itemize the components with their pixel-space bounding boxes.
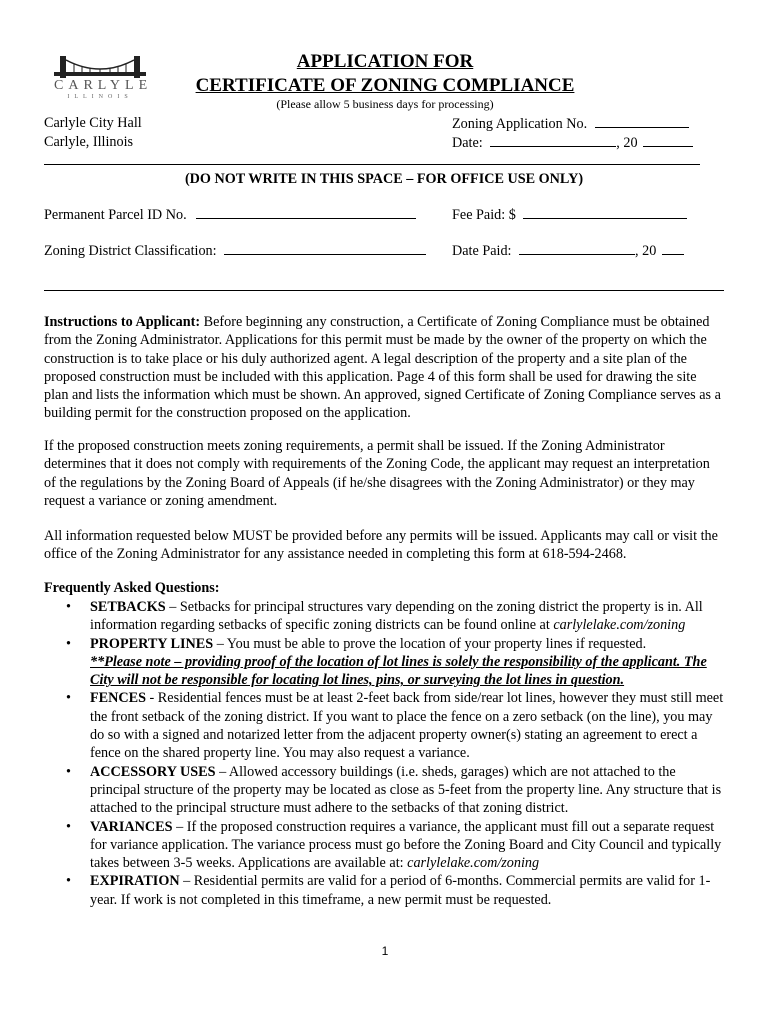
date-paid-label: Date Paid: — [452, 243, 512, 259]
fee-paid-field[interactable] — [452, 205, 687, 225]
zoning-district-field[interactable] — [44, 241, 426, 261]
faq-item-property-lines — [44, 635, 724, 690]
date-paid-year-prefix: , 20 — [635, 243, 657, 259]
zoning-website-link[interactable]: carlylelake.com/zoning — [553, 617, 686, 634]
faq-term: PROPERTY LINES — [90, 635, 214, 652]
faq-title: Frequently Asked Questions: — [44, 580, 220, 596]
instructions-lead: Instructions to Applicant: — [44, 314, 201, 330]
permit-issuance-paragraph: If the proposed construction meets zoning requirements, a permit shall be issued. If the Zoning Administrator determines that it does not comply with requirements of the Zoning Code, the applicant may request an interpretation of the regulations by the Zoning Board of Appeals (if he/she disagrees with the Zoning Administrator) or they may request a variance or zoning amendment. — [44, 438, 710, 509]
parcel-id-field[interactable] — [44, 205, 416, 225]
bullet-icon: • — [66, 818, 71, 835]
office-use-divider — [44, 290, 724, 291]
office-use-heading: (DO NOT WRITE IN THIS SPACE – FOR OFFICE USE ONLY) — [184, 171, 584, 187]
faq-term: FENCES — [90, 690, 146, 707]
faq-term: EXPIRATION — [90, 873, 180, 890]
date-label: Date: — [452, 135, 483, 151]
faq-term: ACCESSORY USES — [90, 763, 216, 780]
faq-text: – If the proposed construction requires a variance, the applicant must fill out a separate request for variance application. The variance process must go before the Zoning Board and City Council and typically takes between 3-5 weeks. Applications are available at: — [90, 818, 722, 872]
bullet-icon: • — [66, 599, 71, 615]
logo-subtitle: ILLINOIS — [67, 94, 133, 100]
date-blank[interactable] — [490, 133, 616, 147]
bullet-icon: • — [66, 873, 71, 890]
application-number-blank[interactable] — [595, 114, 689, 128]
application-number-label: Zoning Application No. — [452, 116, 588, 132]
form-title-line1: APPLICATION FOR — [296, 51, 474, 72]
page-number: 1 — [381, 944, 389, 958]
logo-wordmark: CARLYLE — [54, 78, 153, 93]
faq-text: – Allowed accessory buildings (i.e. sheds, garages) which are not attached to the principal structure of the property may be located as close as 5-feet from the property line. Any structure that is attached to the principal structure must adhere to the setbacks of that zoning district. — [90, 763, 722, 817]
zoning-district-label: Zoning District Classification: — [44, 243, 217, 259]
date-field[interactable] — [452, 133, 693, 153]
faq-item-setbacks — [44, 598, 724, 635]
faq-text: - Residential fences must be at least 2-feet back from side/rear lot lines, however they must still meet the front setback of the zoning district. If you want to place the fence on a zero setback (on the line), you may do so with a signed and notarized letter from the adjacent property owner(s) stating an agreement to erect a fence on the shared property line. You may also request a variance. — [90, 690, 724, 762]
date-paid-blank[interactable] — [519, 241, 635, 255]
instructions-paragraph — [44, 313, 724, 423]
bullet-icon: • — [66, 763, 71, 780]
address-line1: Carlyle City Hall — [44, 115, 142, 131]
faq-text: – You must be able to prove the location of your property lines if requested. — [213, 635, 647, 652]
zoning-website-link[interactable]: carlylelake.com/zoning — [407, 855, 540, 872]
address-line2: Carlyle, Illinois — [44, 134, 134, 150]
header-divider — [44, 164, 700, 165]
application-number-field[interactable] — [452, 114, 689, 134]
faq-list — [44, 598, 724, 909]
date-paid-field[interactable] — [452, 241, 684, 261]
faq-term: SETBACKS — [90, 599, 166, 615]
parcel-id-blank[interactable] — [196, 205, 416, 219]
bullet-icon: • — [66, 690, 71, 707]
fee-paid-label: Fee Paid: $ — [452, 207, 516, 223]
faq-item-variances — [44, 818, 724, 873]
fee-paid-blank[interactable] — [523, 205, 687, 219]
instructions-text: Before beginning any construction, a Certificate of Zoning Compliance must be obtained from the Zoning Administrator. Applications for this permit must be made by the owner of the property on which the construction is to take place or his duly authorized agent. A legal description of the property and a site plan of the proposed construction must be included with this application. Page 4 of this form shall be used for drawing the site plan and lists the information which must be shown. An approved, signed Certificate of Zoning Compliance serves as a building permit for the construction proposed on the application. — [44, 314, 721, 422]
date-year-prefix: , 20 — [616, 135, 638, 151]
processing-note: (Please allow 5 business days for processing) — [276, 97, 494, 111]
faq-item-accessory-uses — [44, 763, 724, 818]
faq-text: – Setbacks for principal structures vary depending on the zoning district the property is in. All information regarding setbacks of specific zoning districts can be found online at — [90, 599, 703, 634]
property-lines-warning: **Please note – providing proof of the location of lot lines is solely the responsibility of the applicant. The City will not be responsible for locating lot lines, pins, or surveying the lot lines in question. — [90, 653, 707, 689]
faq-term: VARIANCES — [90, 818, 173, 835]
form-title-line2: CERTIFICATE OF ZONING COMPLIANCE — [195, 75, 575, 96]
date-year-blank[interactable] — [643, 133, 693, 147]
required-info-paragraph: All information requested below MUST be provided before any permits will be issued. Applicants may call or visit the office of the Zoning Administrator for any assistance needed in completing this form at 618-594-2468. — [44, 528, 718, 563]
zoning-district-blank[interactable] — [224, 241, 426, 255]
faq-item-expiration — [44, 872, 724, 909]
faq-text: – Residential permits are valid for a period of 6-months. Commercial permits are valid for 1-year. If work is not completed in this timeframe, a new permit must be requested. — [90, 873, 711, 908]
bullet-icon: • — [66, 635, 71, 652]
faq-item-fences — [44, 689, 724, 762]
parcel-id-label: Permanent Parcel ID No. — [44, 207, 187, 223]
date-paid-year-blank[interactable] — [662, 241, 684, 255]
